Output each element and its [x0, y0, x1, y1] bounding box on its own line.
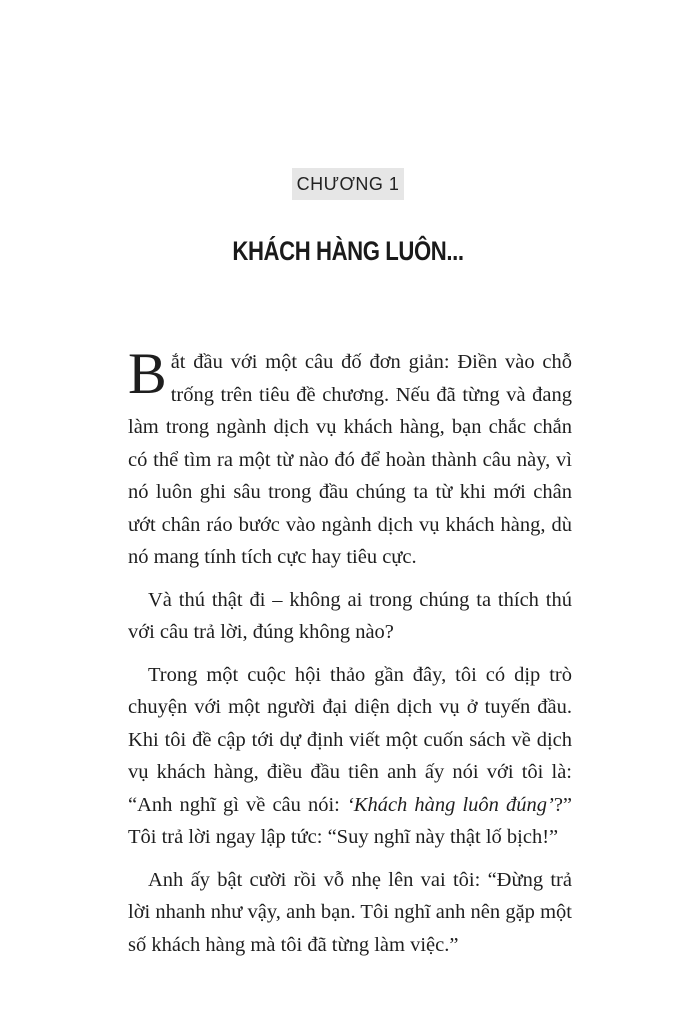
paragraph-4: Anh ấy bật cười rồi vỗ nhẹ lên vai tôi: “Đừng trả lời nhanh như vậy, anh bạn. Tôi nghĩ anh nên gặp một số khách hàng mà tôi đã từng làm việc.”: [128, 868, 572, 956]
paragraph-3-text-after: ?” Tôi trả lời ngay lập tức: “Suy nghĩ này thật lố bịch!”: [128, 793, 573, 848]
chapter-body: [128, 341, 573, 971]
drop-cap: B: [128, 341, 167, 406]
paragraph-1: [128, 341, 572, 574]
paragraph-3-quote: ‘Khách hàng luôn đúng’: [346, 793, 554, 816]
paragraph-3: [128, 659, 572, 854]
paragraph-2: Và thú thật đi – không ai trong chúng ta thích thú với câu trả lời, đúng không nào?: [128, 588, 572, 643]
chapter-title: KHÁCH HÀNG LUÔN...: [232, 236, 464, 266]
paragraph-1-text: ắt đầu với một câu đố đơn giản: Điền vào chỗ trống trên tiêu đề chương. Nếu đã từng và đang làm trong ngành dịch vụ khách hàng, bạn chắc chắn có thể tìm ra một từ nào đó để hoàn thành câu này, vì nó luôn ghi sâu trong đầu chúng ta từ khi mới chân ướt chân ráo bước vào ngành dịch vụ khách hàng, dù nó mang tính tích cực hay tiêu cực.: [128, 351, 572, 568]
paragraph-3-text-before: Trong một cuộc hội thảo gần đây, tôi có dịp trò chuyện với một người đại diện dịch vụ ở tuyến đầu. Khi tôi đề cập tới dự định viết một cuốn sách về dịch vụ khách hàng, điều đầu tiên anh ấy nói với tôi là: “Anh nghĩ gì về câu nói:: [128, 663, 572, 816]
chapter-label: CHƯƠNG 1: [292, 168, 404, 200]
